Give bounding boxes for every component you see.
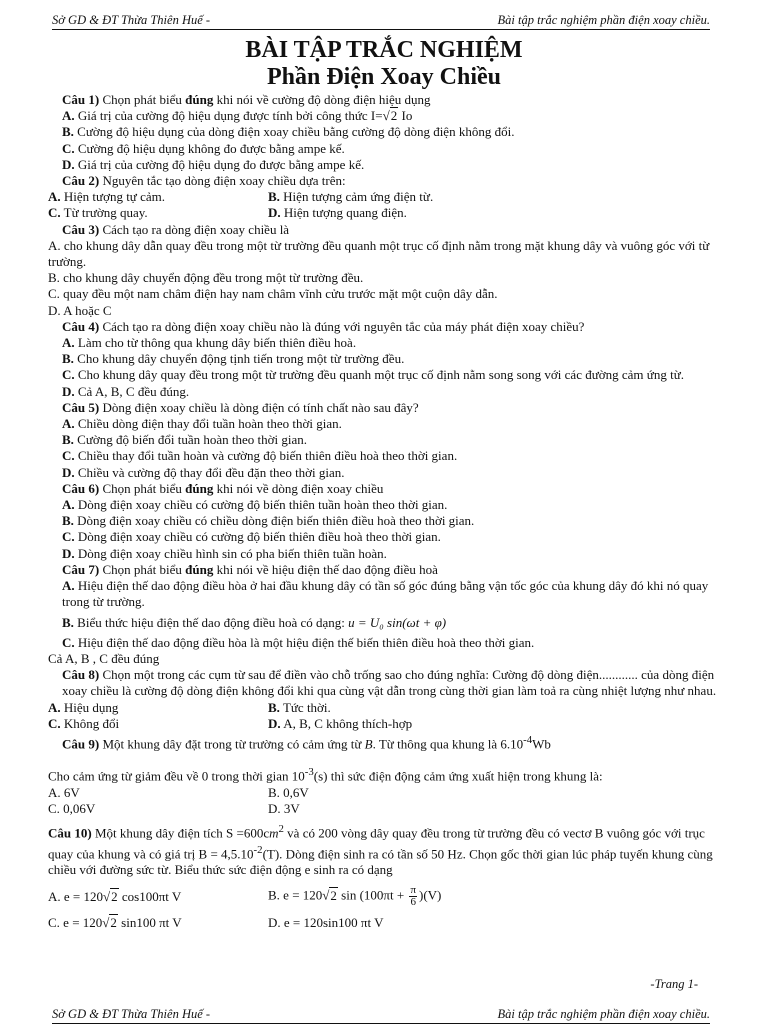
option-label: B. — [62, 351, 74, 367]
option-a — [48, 189, 268, 205]
footer-left: Sở GD & ĐT Thừa Thiên Huế - — [52, 1007, 211, 1021]
question-7 — [48, 562, 724, 578]
option-d — [48, 157, 724, 173]
variable: B — [364, 736, 373, 752]
question-4 — [48, 319, 724, 335]
option-a — [48, 416, 724, 432]
option-text: Hiệu điện thế dao động điều hòa ở hai đầu khung dây có tần số góc đúng bằng vận tốc góc của khung dây đó khi nó quay trong từ trường. — [62, 578, 709, 610]
option-text: Hiện tượng quang điện. — [283, 205, 407, 221]
option-label: B. — [268, 887, 280, 903]
option-text: Dòng điện xoay chiều có cường độ biến thiên điều hoà theo thời gian. — [77, 529, 441, 545]
option-row — [48, 785, 724, 801]
option-c — [48, 716, 268, 732]
option-b — [48, 432, 724, 448]
exponent: -2 — [253, 843, 263, 856]
option-text: e = 120 — [283, 887, 323, 903]
option-d — [48, 546, 724, 562]
option-row — [48, 801, 724, 817]
option-a — [48, 578, 724, 610]
option-text: Không đổi — [63, 715, 120, 731]
question-text: khi nói về cường độ dòng điện hiệu dụng — [216, 92, 431, 107]
unit: Wb — [532, 736, 551, 752]
numerator: π — [410, 884, 416, 897]
question-text: Chọn phát biểu — [102, 561, 182, 577]
option-d — [48, 384, 724, 400]
option-text: e = 120 — [63, 888, 103, 904]
option-d — [268, 716, 412, 732]
option-label: A. — [62, 578, 75, 594]
option-c — [48, 529, 724, 545]
option-label: D. — [62, 464, 75, 480]
question-text: Một khung dây đặt trong từ trường có cảm ứng từ — [102, 736, 362, 752]
question-text: (T). Dòng điện sinh ra có tần số 50 Hz. Chọn gốc thời gian lúc pháp tuyến khung cùng chiều với đường sức từ. Biểu thức sức điện động e sinh ra có dạng — [48, 846, 713, 878]
option-row — [48, 915, 724, 931]
option-c: C. e = 120√2 sin100 πt V — [48, 914, 182, 930]
question-number: Câu 9) — [62, 736, 100, 752]
option-b: B. e = 120√2 sin (100πt + $\frac{\pi}{6}$ )(V) — [268, 884, 442, 909]
option-label: D. — [62, 545, 75, 561]
option-text: Làm cho từ thông qua khung dây biến thiên điều hoà. — [77, 335, 357, 351]
option-label: D. — [268, 715, 281, 731]
option-b — [48, 513, 724, 529]
option-label: D. — [268, 914, 281, 930]
option-row — [48, 883, 724, 911]
option-label: C. — [62, 448, 75, 464]
option-label: C. — [48, 205, 61, 221]
option-text: Tức thời. — [282, 699, 331, 715]
option-c — [48, 205, 268, 221]
question-5 — [48, 400, 724, 416]
option-b — [48, 351, 724, 367]
exponent: -4 — [523, 733, 533, 746]
question-text: Chọn một trong các cụm từ sau để điền vào chỗ trống sao cho đúng nghĩa: Cường độ dòng điện............ của dòng điện xoay chiều là cường độ dòng điện không đổi khi qua cùng vật dẫn trong cùng thời gian làm toả ra cùng nhiệt lượng như nhau. — [62, 667, 717, 699]
option-label: A. — [48, 699, 61, 715]
option-a — [48, 700, 268, 716]
question-text: Nguyên tắc tạo dòng điện xoay chiều dựa trên: — [102, 173, 346, 189]
doc-subtitle: Phần Điện Xoay Chiều — [266, 64, 502, 90]
option-text: Hiệu điện thế dao động điều hòa là một hiệu điện thế biến thiên điều hoà theo thời gian. — [77, 634, 535, 650]
option-text: Io — [401, 108, 413, 124]
question-number: Câu 1) — [62, 92, 100, 107]
option-text: Chiều dòng điện thay đổi tuần hoàn theo thời gian. — [77, 416, 342, 432]
question-number: Câu 6) — [62, 480, 100, 496]
page-number: -Trang 1- — [650, 977, 698, 991]
option-text: Chiều và cường độ thay đổi đều đặn theo thời gian. — [77, 464, 345, 480]
option-b — [268, 189, 433, 205]
option-text: Giá trị của cường độ hiệu dụng đo được bằng ampe kế. — [77, 156, 365, 172]
question-text: khi nói về dòng điện xoay chiều — [216, 480, 384, 496]
question-number: Câu 2) — [62, 173, 100, 189]
question-number: Câu 5) — [62, 399, 100, 415]
option-a: A. 6V — [48, 784, 80, 800]
option-text: A, B, C không thích-hợp — [283, 715, 413, 731]
option-label: C. — [62, 367, 75, 383]
page-footer — [52, 1007, 710, 1024]
option-text: sin (100πt + — [341, 887, 405, 903]
question-9-body — [48, 764, 724, 785]
question-text: và có 200 vòng dây quay đều trong từ trường đều có vectơ B vuông góc với trục quay của khung và có giá trị B = 4,5.10 — [48, 825, 705, 862]
option-label: A. — [62, 335, 75, 351]
option-a — [48, 497, 724, 513]
option-b: B. 0,6V — [268, 784, 309, 800]
option-c — [48, 141, 724, 157]
option-row — [48, 700, 724, 716]
option-row — [48, 716, 724, 732]
option-d: D. A hoặc C — [48, 302, 112, 318]
option-label: D. — [268, 205, 281, 221]
question-list — [48, 92, 724, 931]
question-text: Cho cảm ứng từ giảm đều về 0 trong thời gian 10 — [48, 768, 305, 784]
option-d: D. 3V — [268, 801, 300, 817]
question-number: Câu 7) — [62, 561, 100, 577]
option-text: Dòng điện xoay chiều có chiều dòng điện biến thiên điều hoà theo thời gian. — [77, 513, 475, 529]
option-label: A. — [62, 497, 75, 513]
question-text: Chọn phát biểu — [102, 92, 182, 107]
question-8 — [48, 667, 724, 699]
option-row — [48, 189, 724, 205]
option-text: Cho khung dây quay đều trong một từ trường đều quanh một trục cố định nằm song song với các đường cảm ứng từ. — [77, 367, 684, 383]
option-d: Cả A, B , C đều đúng — [48, 650, 160, 666]
option-text: Cả A, B, C đều đúng. — [77, 383, 190, 399]
option-label: B. — [62, 614, 74, 630]
option-b: B. cho khung dây chuyển động đều trong một từ trường đều. — [48, 270, 364, 286]
doc-title: BÀI TẬP TRẮC NGHIỆM — [245, 37, 523, 63]
option-label: D. — [62, 156, 75, 172]
option-label: C. — [48, 715, 61, 731]
header-right: Bài tập trắc nghiệm phần điện xoay chiều. — [497, 13, 710, 27]
emphasis: đúng — [185, 561, 214, 577]
option-label: B. — [62, 432, 74, 448]
question-6 — [48, 481, 724, 497]
option-label: B. — [62, 124, 74, 140]
footer-right: Bài tập trắc nghiệm phần điện xoay chiều. — [497, 1007, 710, 1021]
sqrt-value: 2 — [390, 108, 398, 124]
question-text: (s) thì sức điện động cảm ứng xuất hiện trong khung là: — [313, 768, 603, 784]
option-text: e = 120sin100 πt V — [283, 914, 384, 930]
option-b — [48, 615, 724, 631]
option-label: B. — [268, 189, 280, 205]
option-d — [48, 465, 724, 481]
option-text: Hiện tượng cảm ứng điện từ. — [283, 189, 434, 205]
emphasis: đúng — [185, 92, 214, 107]
sqrt-value: 2 — [330, 887, 337, 903]
option-a: A. cho khung dây dẫn quay đều trong một từ trường đều quanh một trục cố định nằm trong mặt khung dây và vuông góc với từ trường. — [48, 237, 710, 270]
denominator: 6 — [410, 896, 416, 909]
question-number: Câu 10) — [48, 825, 92, 841]
option-text: Hiện tượng tự cảm. — [63, 189, 166, 205]
option-text: Giá trị của cường độ hiệu dụng được tính bởi công thức I= — [77, 108, 383, 124]
header-left: Sở GD & ĐT Thừa Thiên Huế - — [52, 13, 211, 27]
option-c — [48, 448, 724, 464]
option-label: C. — [62, 140, 75, 156]
option-row — [48, 205, 724, 221]
question-2 — [48, 173, 724, 189]
question-1 — [48, 92, 724, 108]
option-label: C. — [48, 914, 60, 930]
option-text: e = 120 — [63, 914, 103, 930]
exponent: -3 — [304, 766, 314, 779]
option-text: Chiều thay đổi tuần hoàn và cường độ biến thiên điều hoà theo thời gian. — [77, 448, 458, 464]
exponent: 2 — [278, 823, 284, 836]
option-text: Hiệu dụng — [63, 699, 119, 715]
option-label: C. — [62, 634, 75, 650]
question-3 — [48, 222, 724, 238]
option-label: B. — [62, 513, 74, 529]
option-text: Dòng điện xoay chiều hình sin có pha biến thiên tuần hoàn. — [77, 545, 387, 561]
option-c: C. 0,06V — [48, 801, 96, 817]
option-label: A. — [62, 108, 75, 124]
sqrt-value: 2 — [110, 914, 117, 930]
option-b — [268, 700, 331, 716]
option-c — [48, 635, 724, 651]
option-label: A. — [48, 888, 61, 904]
option-d — [268, 205, 407, 221]
option-text: Dòng điện xoay chiều có cường độ biến thiên tuần hoàn theo thời gian. — [77, 497, 448, 513]
question-number: Câu 3) — [62, 221, 100, 237]
question-text: khi nói về hiệu điện thế dao động điều hoà — [216, 561, 438, 577]
option-text: Cho khung dây chuyển động tịnh tiến trong một từ trường đều. — [77, 351, 405, 367]
option-text: Cường độ hiệu dụng của dòng điện xoay chiều bằng cường độ dòng điện không đổi. — [77, 124, 515, 140]
option-text: sin100 πt V — [121, 914, 182, 930]
formula: u = U₀ sin(ωt + φ) — [348, 614, 447, 630]
question-9 — [48, 732, 724, 753]
option-label: B. — [268, 699, 280, 715]
sqrt-value: 2 — [111, 888, 118, 904]
option-label: A. — [48, 189, 61, 205]
option-text: Từ trường quay. — [63, 205, 148, 221]
emphasis: đúng — [185, 480, 214, 496]
question-text: Chọn phát biểu — [102, 480, 182, 496]
option-a: A. e = 120√2 cos100πt V — [48, 888, 182, 904]
option-label: A. — [62, 416, 75, 432]
option-label: C. — [62, 529, 75, 545]
question-text: Cách tạo ra dòng điện xoay chiều nào là đúng với nguyên tắc của máy phát điện xoay chiều? — [102, 318, 585, 334]
option-b — [48, 124, 724, 140]
option-text: Cường độ biến đổi tuần hoàn theo thời gian. — [77, 432, 308, 448]
question-text: Cách tạo ra dòng điện xoay chiều là — [102, 221, 290, 237]
option-a: A. Giá trị của cường độ hiệu dụng được tính bởi công thức I=√2 Io — [62, 108, 413, 124]
option-text: Cường độ hiệu dụng không đo được bằng ampe kế. — [77, 140, 345, 156]
option-text: cos100πt V — [121, 888, 182, 904]
option-c — [48, 367, 724, 383]
question-text: . Từ thông qua khung là 6.10 — [372, 736, 524, 752]
page-header — [52, 13, 710, 30]
question-text: Một khung dây điện tích S =600c — [94, 825, 270, 841]
option-text: Biểu thức hiệu điện thế dao động điều hoà có dạng: — [77, 614, 345, 630]
option-c: C. quay đều một nam châm điện hay nam châm vĩnh cửu trước mặt một cuộn dây dẫn. — [48, 286, 498, 302]
question-number: Câu 8) — [62, 667, 100, 683]
question-text: Dòng điện xoay chiều là dòng điện có tính chất nào sau đây? — [102, 399, 419, 415]
question-10 — [48, 821, 724, 878]
option-text: )(V) — [419, 887, 442, 903]
option-d — [268, 915, 384, 931]
question-number: Câu 4) — [62, 318, 100, 334]
variable: m — [269, 825, 279, 841]
option-label: D. — [62, 383, 75, 399]
fraction — [409, 885, 417, 908]
option-a — [48, 335, 724, 351]
